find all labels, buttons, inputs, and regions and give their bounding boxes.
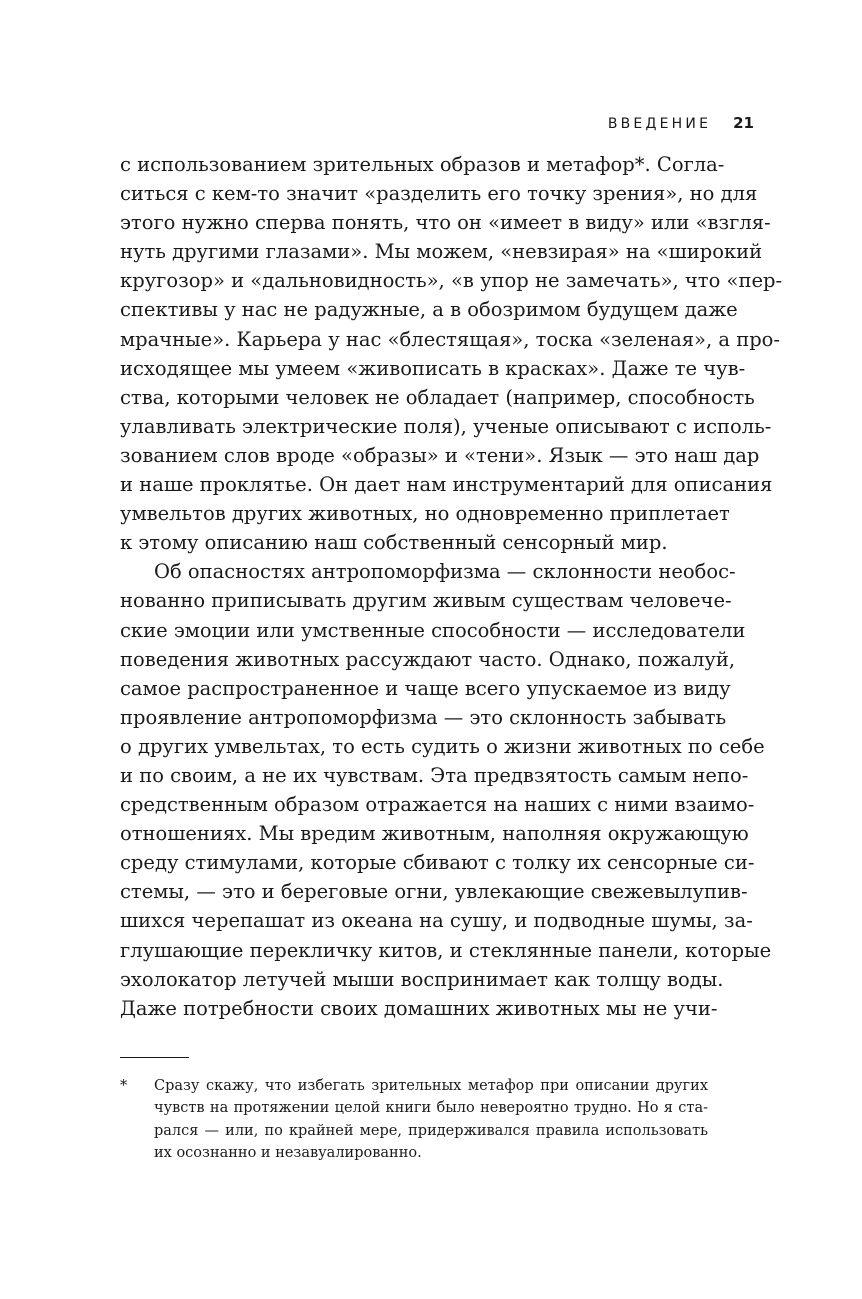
text-line: спективы у нас не радужные, а в обозримом будущем даже [120,298,738,322]
text-line: ситься с кем-то значит «разделить его точку зрения», но для [120,182,758,206]
text-line: к этому описанию наш собственный сенсорный мир. [120,531,668,555]
text-line: мрачные». Карьера у нас «блестящая», тоска «зеленая», а про- [120,327,781,351]
footnote-line: чувств на протяжении целой книги было невероятно трудно. Но я ста- [154,1100,708,1117]
text-line: исходящее мы умеем «живописать в красках». Даже те чув- [120,356,746,380]
text-line: средственным образом отражается на наших с ними взаимо- [120,793,755,817]
running-head-section: ВВЕДЕНИЕ [607,116,712,132]
text-line: Даже потребности своих домашних животных мы не учи- [120,996,718,1020]
text-line: стемы, — это и береговые огни, увлекающие свежевылупив- [120,880,748,904]
running-head [608,114,754,132]
footnote-line: их осознанно и незавуалированно. [154,1144,422,1161]
text-line: кругозор» и «дальновидность», «в упор не замечать», что «пер- [120,269,783,293]
text-line: о других умвельтах, то есть судить о жизни животных по себе [120,734,765,758]
text-line: зованием слов вроде «образы» и «тени». Язык — это наш дар [120,443,760,467]
page-number: 21 [733,114,754,132]
text-line: Об опасностях антропоморфизма — склонности необос- [154,560,736,584]
text-line: нуть другими глазами». Мы можем, «невзирая» на «широкий [120,240,763,264]
text-line: и наше проклятье. Он дает нам инструментарий для описания [120,473,773,497]
footnote-marker: * [120,1078,128,1094]
footnote-rule [120,1057,189,1058]
text-line: и по своим, а не их чувствам. Эта предвзятость самым непо- [120,763,749,787]
text-line: глушающие перекличку китов, и стеклянные панели, которые [120,938,772,962]
text-line: проявление антропоморфизма — это склонность забывать [120,705,727,729]
text-line: улавливать электрические поля), ученые описывают с исполь- [120,414,772,438]
text-line: ства, которыми человек не обладает (например, способность [120,385,755,409]
footnote [120,1075,708,1164]
paragraph [120,557,772,1023]
paragraph [120,150,783,557]
text-line: эхолокатор летучей мыши воспринимает как толщу воды. [120,967,724,991]
text-line: этого нужно сперва понять, что он «имеет в виду» или «взгля- [120,211,771,235]
text-line: самое распространенное и чаще всего упускаемое из виду [120,676,731,700]
text-line: ские эмоции или умственные способности — исследователи [120,618,746,642]
footnote-line: Сразу скажу, что избегать зрительных метафор при описании других [154,1078,708,1094]
body-text [120,150,783,1023]
text-line: шихся черепашат из океана на сушу, и подводные шумы, за- [120,909,753,933]
footnote-line: рался — или, по крайней мере, придерживался правила использовать [154,1122,708,1139]
text-line: отношениях. Мы вредим животным, наполняя окружающую [120,822,749,846]
text-line: умвельтов других животных, но одновременно приплетает [120,502,730,526]
text-line: с использованием зрительных образов и метафор*. Согла- [120,153,725,176]
footnote-text [154,1075,708,1164]
text-line: нованно приписывать другим живым существам человече- [120,589,732,613]
text-line: среду стимулами, которые сбивают с толку их сенсорные си- [120,851,755,875]
text-line: поведения животных рассуждают часто. Однако, пожалуй, [120,647,736,671]
